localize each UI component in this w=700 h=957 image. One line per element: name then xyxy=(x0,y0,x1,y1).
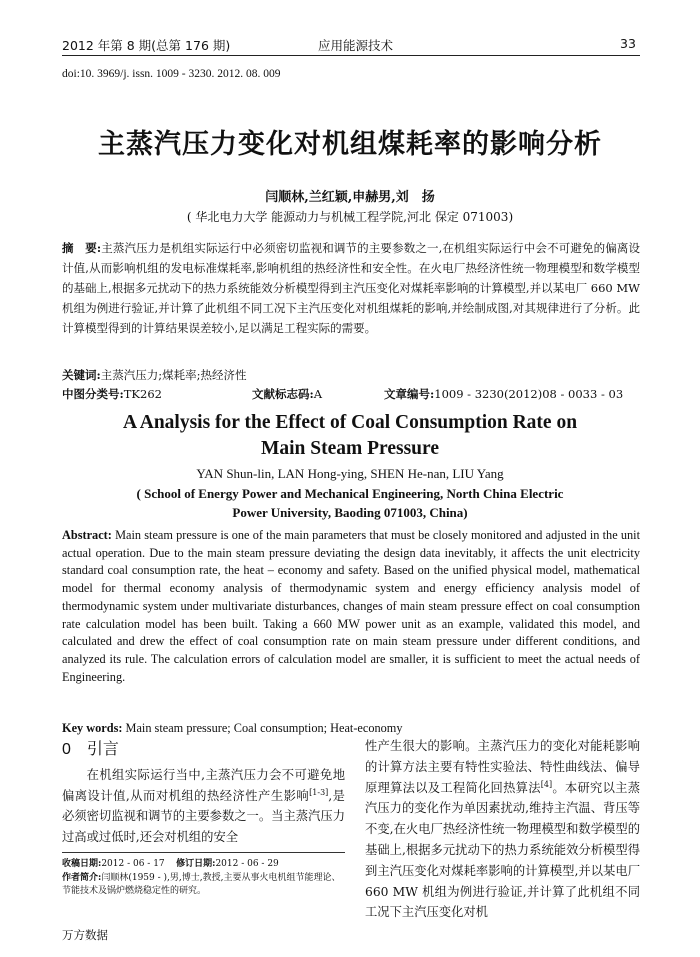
revised-date: 2012 - 06 - 29 xyxy=(215,859,279,869)
footnote-author xyxy=(62,872,345,898)
title-cn: 主蒸汽压力变化对机组煤耗率的影响分析 xyxy=(98,129,602,160)
title-en xyxy=(0,410,700,462)
abstract-en-label: Abstract: xyxy=(62,528,112,542)
revised-label: 修订日期: xyxy=(176,859,216,869)
affiliation-cn: ( 华北电力大学 能源动力与机械工程学院,河北 保定 071003) xyxy=(186,210,514,224)
footnote-rule xyxy=(62,852,345,853)
doc-code-label: 文献标志码: xyxy=(252,387,314,401)
article-no-value: 1009 - 3230(2012)08 - 0033 - 03 xyxy=(434,387,624,401)
footnote-dates xyxy=(62,858,345,871)
article-no-label: 文章编号: xyxy=(384,387,435,401)
header-rule xyxy=(62,55,640,56)
body-left-text-1: 在机组实际运行当中,主蒸汽压力会不可避免地偏离设计值,从而对机组的热经济性产生影响 xyxy=(62,768,345,803)
header-page-number: 33 xyxy=(620,36,636,51)
article-no xyxy=(384,386,623,402)
authors-cn: 闫顺林,兰红颖,申赫男,刘 扬 xyxy=(265,190,435,205)
keywords-cn-label: 关键词: xyxy=(62,368,101,382)
doc-code xyxy=(252,386,322,402)
keywords-cn-text: 主蒸汽压力;煤耗率;热经济性 xyxy=(100,368,247,382)
body-right-text-1: 性产生很大的影响。主蒸汽压力的变化对能耗影响的计算方法主要有特性实验法、特性曲线法、偏导原理算法以及工程简化回热算法 xyxy=(365,739,640,795)
section-title: 引言 xyxy=(86,739,119,758)
authors-en: YAN Shun-lin, LAN Hong-ying, SHEN He-nan, LIU Yang xyxy=(196,466,504,481)
body-right-column xyxy=(365,736,640,923)
keywords-en-text: Main steam pressure; Coal consumption; Heat-economy xyxy=(125,721,403,735)
citation-ref: [4] xyxy=(540,779,553,789)
abstract-en-text: Main steam pressure is one of the main parameters that must be closely monitored and adjusted in the unit actual operation. Due to the main steam pressure deviating the design data inevitably, it affects the unit electricity standard coal consumption rate, the heat – economy and safety. Based on the unified physical model, mathematical model for thermal economy analysis of thermodynamic system and energy efficiency analysis model of thermodynamic system under multivariate disturbances, changes of main steam pressure effect on coal consumption rate calculation model has been built. Taking a 660 MW power unit as an example, validated this model, and calculated and drew the effect of coal consumption rate on main steam pressure under different conditions, and analyzed its rule. The calculation errors of calculation model are smaller, it is sufficient to meet the actual needs of Engineering. xyxy=(62,528,640,684)
title-en-line-1: A Analysis for the Effect of Coal Consumption Rate on xyxy=(122,412,578,433)
affiliation-en xyxy=(0,484,700,522)
keywords-en-label: Key words: xyxy=(62,721,123,735)
clc-label: 中图分类号: xyxy=(62,387,124,401)
keywords-cn xyxy=(62,367,247,383)
title-en-line-2: Main Steam Pressure xyxy=(260,438,439,459)
affiliation-en-line-2: Power University, Baoding 071003, China) xyxy=(232,505,468,520)
received-label: 收稿日期: xyxy=(62,859,102,869)
abstract-cn-label: 摘 要: xyxy=(62,241,102,255)
citation-ref: [1-3] xyxy=(309,787,329,797)
body-left-text-2: ,是必须密切监视和调节的主要参数之一。当主蒸汽压力过高或过低时,还会对机组的安全 xyxy=(62,788,345,844)
author-bio-label: 作者简介: xyxy=(62,873,102,883)
doc-code-value: A xyxy=(313,387,323,401)
abstract-en xyxy=(62,527,640,686)
body-left-column xyxy=(62,765,345,847)
section-number: 0 xyxy=(62,741,71,758)
abstract-cn xyxy=(62,238,640,338)
doi: doi:10. 3969/j. issn. 1009 - 3230. 2012. 08. 009 xyxy=(62,68,281,80)
section-heading xyxy=(62,736,119,759)
clc-value: TK262 xyxy=(123,387,162,401)
header-issue: 2012 年第 8 期(总第 176 期) xyxy=(62,38,231,53)
affiliation-en-line-1: ( School of Energy Power and Mechanical Engineering, North China Electric xyxy=(136,486,564,501)
footer-watermark: 万方数据 xyxy=(62,928,108,942)
received-date: 2012 - 06 - 17 xyxy=(101,859,165,869)
abstract-cn-text: 主蒸汽压力是机组实际运行中必须密切监视和调节的主要参数之一,在机组实际运行中会不可避免的偏离设计值,从而影响机组的发电标准煤耗率,影响机组的热经济性和安全性。在火电厂热经济性统一物理模型和数学模型的基础上,根据多元扰动下的热力系统能效分析模型得到主汽压变化对煤耗率影响的计算模型,并以某电厂 660 MW 机组为例进行验证,并计算了此机组不同工况下主汽压变化对机组煤耗的影响,并绘制成图,对其规律进行了分析。此计算模型得到的计算结果误差较小,足以满足工程实际的需要。 xyxy=(62,241,640,335)
author-bio-text: 闫顺林(1959 - ),男,博士,教授,主要从事火电机组节能理论、节能技术及锅炉燃烧稳定性的研究。 xyxy=(62,873,341,896)
body-right-text-2: 。本研究以主蒸汽压力的变化作为单因素扰动,维持主汽温、背压等不变,在火电厂热经济性统一物理模型和数学模型的基础上,根据多元扰动下的热力系统能效分析模型得到主汽压变化对煤耗率影响的计算模型,并以某电厂 660 MW 机组为例进行验证,并计算了此机组不同工况下主汽压变化对机 xyxy=(365,780,640,920)
header-journal: 应用能源技术 xyxy=(318,38,394,53)
clc xyxy=(62,386,162,402)
keywords-en xyxy=(62,721,403,736)
